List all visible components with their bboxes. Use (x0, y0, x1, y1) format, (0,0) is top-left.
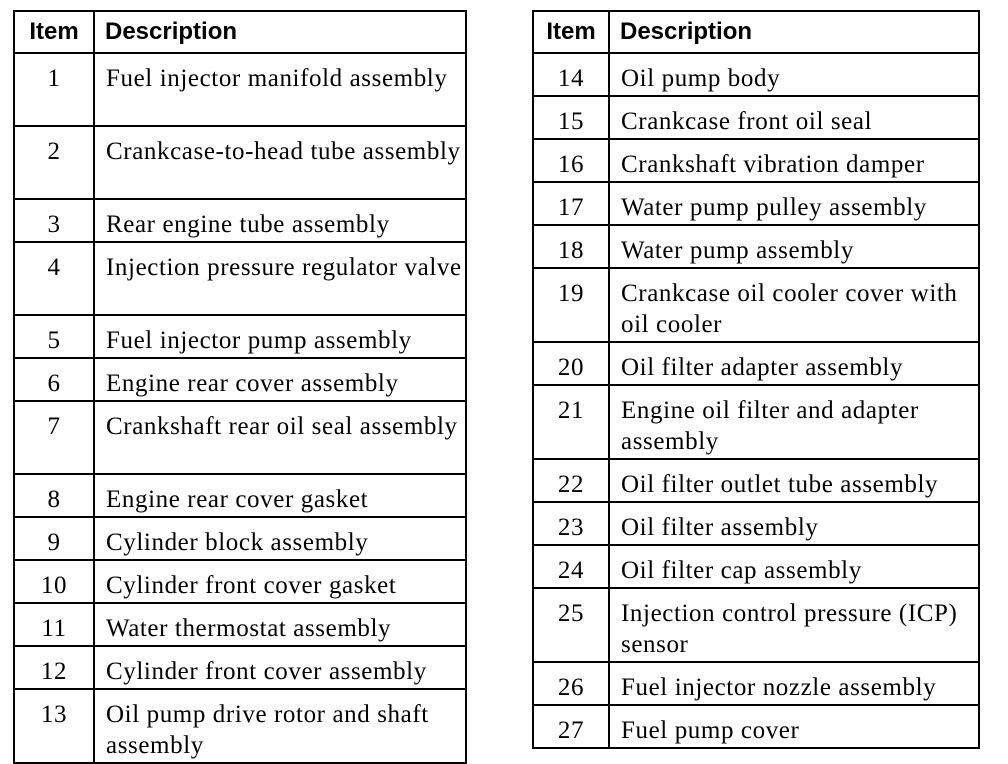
item-number: 3 (14, 199, 94, 242)
item-description: Engine rear cover gasket (94, 474, 466, 517)
item-description: Engine rear cover assembly (94, 358, 466, 401)
table-row (533, 53, 979, 96)
item-number: 7 (14, 401, 94, 474)
item-number: 10 (14, 560, 94, 603)
table-row (533, 139, 979, 182)
item-number: 21 (533, 385, 609, 459)
parts-table-right (532, 10, 980, 749)
item-number: 19 (533, 268, 609, 342)
item-number: 6 (14, 358, 94, 401)
item-description: Water thermostat assembly (94, 603, 466, 646)
item-description: Fuel pump cover (609, 705, 979, 748)
table-row (14, 53, 466, 126)
item-column-header: Item (533, 11, 609, 53)
parts-table-left (13, 10, 467, 764)
item-number: 14 (533, 53, 609, 96)
table-row (533, 268, 979, 342)
item-number: 1 (14, 53, 94, 126)
table-row (14, 517, 466, 560)
item-description: Fuel injector pump assembly (94, 315, 466, 358)
table-row (14, 199, 466, 242)
item-number: 8 (14, 474, 94, 517)
table-row (533, 662, 979, 705)
item-number: 18 (533, 225, 609, 268)
table-row (533, 459, 979, 502)
item-description: Crankcase front oil seal (609, 96, 979, 139)
item-description: Oil filter adapter assembly (609, 342, 979, 385)
item-description: Oil pump body (609, 53, 979, 96)
item-description: Oil pump drive rotor and shaft assembly (94, 689, 466, 763)
item-description: Oil filter assembly (609, 502, 979, 545)
item-column-header: Item (14, 11, 94, 53)
item-description: Crankshaft vibration damper (609, 139, 979, 182)
item-description: Crankcase oil cooler cover with oil cooler (609, 268, 979, 342)
item-description: Rear engine tube assembly (94, 199, 466, 242)
item-description: Crankcase-to-head tube assembly (94, 126, 466, 199)
item-number: 11 (14, 603, 94, 646)
item-number: 23 (533, 502, 609, 545)
item-description: Crankshaft rear oil seal assembly (94, 401, 466, 474)
table-row (533, 225, 979, 268)
table-row (14, 603, 466, 646)
table-row (14, 560, 466, 603)
item-number: 26 (533, 662, 609, 705)
item-number: 2 (14, 126, 94, 199)
item-description: Fuel injector manifold assembly (94, 53, 466, 126)
item-number: 12 (14, 646, 94, 689)
item-description: Injection pressure regulator valve (94, 242, 466, 315)
item-description: Engine oil filter and adapter assembly (609, 385, 979, 459)
item-description: Cylinder front cover assembly (94, 646, 466, 689)
table-row (14, 401, 466, 474)
description-column-header: Description (94, 11, 466, 53)
item-description: Oil filter cap assembly (609, 545, 979, 588)
item-number: 17 (533, 182, 609, 225)
item-number: 25 (533, 588, 609, 662)
item-description: Water pump assembly (609, 225, 979, 268)
item-description: Oil filter outlet tube assembly (609, 459, 979, 502)
item-number: 13 (14, 689, 94, 763)
item-number: 24 (533, 545, 609, 588)
item-description: Fuel injector nozzle assembly (609, 662, 979, 705)
item-number: 9 (14, 517, 94, 560)
item-description: Cylinder block assembly (94, 517, 466, 560)
table-header-row (14, 11, 466, 53)
table-header-row (533, 11, 979, 53)
table-row (533, 588, 979, 662)
item-number: 4 (14, 242, 94, 315)
item-number: 15 (533, 96, 609, 139)
table-row (14, 126, 466, 199)
item-number: 20 (533, 342, 609, 385)
table-row (533, 96, 979, 139)
table-row (533, 385, 979, 459)
description-column-header: Description (609, 11, 979, 53)
item-number: 27 (533, 705, 609, 748)
item-description: Water pump pulley assembly (609, 182, 979, 225)
item-number: 16 (533, 139, 609, 182)
item-description: Cylinder front cover gasket (94, 560, 466, 603)
table-row (14, 315, 466, 358)
table-row (14, 358, 466, 401)
table-row (14, 646, 466, 689)
item-number: 5 (14, 315, 94, 358)
table-row (533, 705, 979, 748)
table-row (14, 474, 466, 517)
item-number: 22 (533, 459, 609, 502)
table-row (533, 342, 979, 385)
table-row (14, 242, 466, 315)
table-row (14, 689, 466, 763)
table-row (533, 502, 979, 545)
item-description: Injection control pressure (ICP) sensor (609, 588, 979, 662)
table-row (533, 182, 979, 225)
table-row (533, 545, 979, 588)
